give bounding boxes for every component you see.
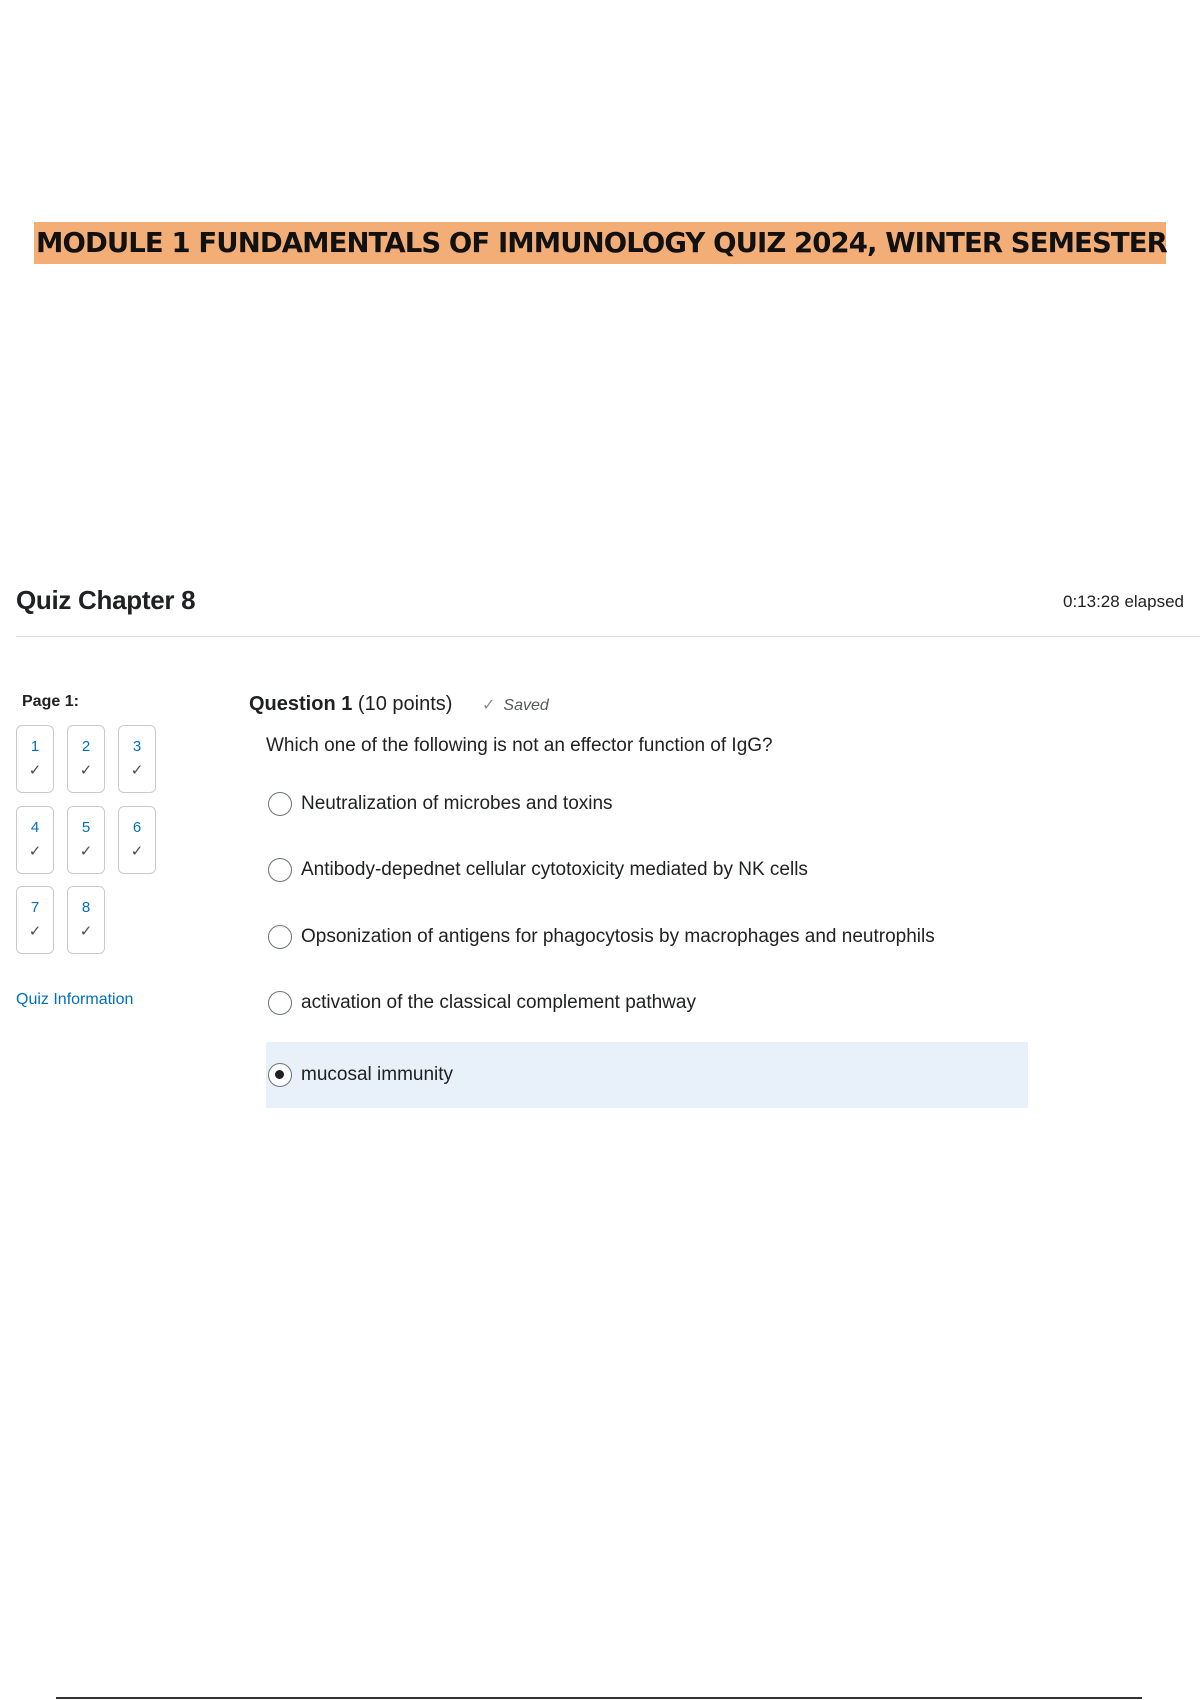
- question-tile-number: 2: [81, 738, 91, 755]
- question-tile-8[interactable]: [67, 886, 105, 954]
- question-tile-number: 4: [30, 819, 40, 836]
- question-tile-number: 6: [132, 819, 142, 836]
- radio-button[interactable]: [268, 858, 292, 882]
- answer-option-label: mucosal immunity: [301, 1064, 454, 1085]
- check-icon: ✓: [130, 762, 144, 779]
- check-icon: ✓: [481, 697, 496, 714]
- answer-option-label: activation of the classical complement pathway: [301, 992, 696, 1013]
- check-icon: ✓: [28, 762, 42, 779]
- question-tile-1[interactable]: [16, 725, 54, 793]
- question-points: (10 points): [357, 693, 453, 715]
- page-bottom-rule: [56, 1697, 1142, 1699]
- question-tile-number: 7: [30, 899, 40, 916]
- answer-option-2[interactable]: [266, 837, 1028, 903]
- answer-option-1[interactable]: [266, 771, 1028, 837]
- title-banner: [34, 222, 1166, 264]
- saved-label: Saved: [503, 697, 549, 714]
- question-tile-3[interactable]: [118, 725, 156, 793]
- question-tile-number: 8: [81, 899, 91, 916]
- radio-button[interactable]: [268, 991, 292, 1015]
- question-tile-number: 3: [132, 738, 142, 755]
- header-divider: [16, 636, 1200, 637]
- answer-option-label: Antibody-depednet cellular cytotoxicity mediated by NK cells: [301, 859, 808, 880]
- question-tile-4[interactable]: [16, 806, 54, 874]
- question-text: Which one of the following is not an effector function of IgG?: [266, 735, 773, 756]
- check-icon: ✓: [130, 843, 144, 860]
- question-tile-number: 1: [30, 738, 40, 755]
- radio-button[interactable]: [268, 792, 292, 816]
- saved-status: [482, 695, 549, 715]
- check-icon: ✓: [79, 843, 93, 860]
- check-icon: ✓: [28, 923, 42, 940]
- radio-button[interactable]: [268, 925, 292, 949]
- answer-option-label: Opsonization of antigens for phagocytosis by macrophages and neutrophils: [301, 926, 935, 947]
- banner-title: MODULE 1 FUNDAMENTALS OF IMMUNOLOGY QUIZ 2024, WINTER SEMESTER: [36, 227, 1167, 259]
- radio-button-selected[interactable]: [268, 1063, 292, 1087]
- question-tile-7[interactable]: [16, 886, 54, 954]
- check-icon: ✓: [79, 923, 93, 940]
- page-label: Page 1:: [22, 693, 79, 710]
- question-tile-5[interactable]: [67, 806, 105, 874]
- check-icon: ✓: [79, 762, 93, 779]
- answer-option-5[interactable]: [266, 1042, 1028, 1108]
- question-tile-number: 5: [81, 819, 91, 836]
- quiz-information-link[interactable]: Quiz Information: [16, 991, 134, 1008]
- check-icon: ✓: [28, 843, 42, 860]
- question-tile-6[interactable]: [118, 806, 156, 874]
- page-title: Quiz Chapter 8: [16, 585, 196, 615]
- question-title: Question 1: [249, 693, 353, 715]
- elapsed-timer: 0:13:28 elapsed: [1063, 592, 1184, 611]
- question-header: [249, 693, 549, 716]
- answer-option-4[interactable]: [266, 970, 1028, 1036]
- answer-option-label: Neutralization of microbes and toxins: [301, 793, 613, 814]
- answer-option-3[interactable]: [266, 904, 1028, 970]
- question-tile-2[interactable]: [67, 725, 105, 793]
